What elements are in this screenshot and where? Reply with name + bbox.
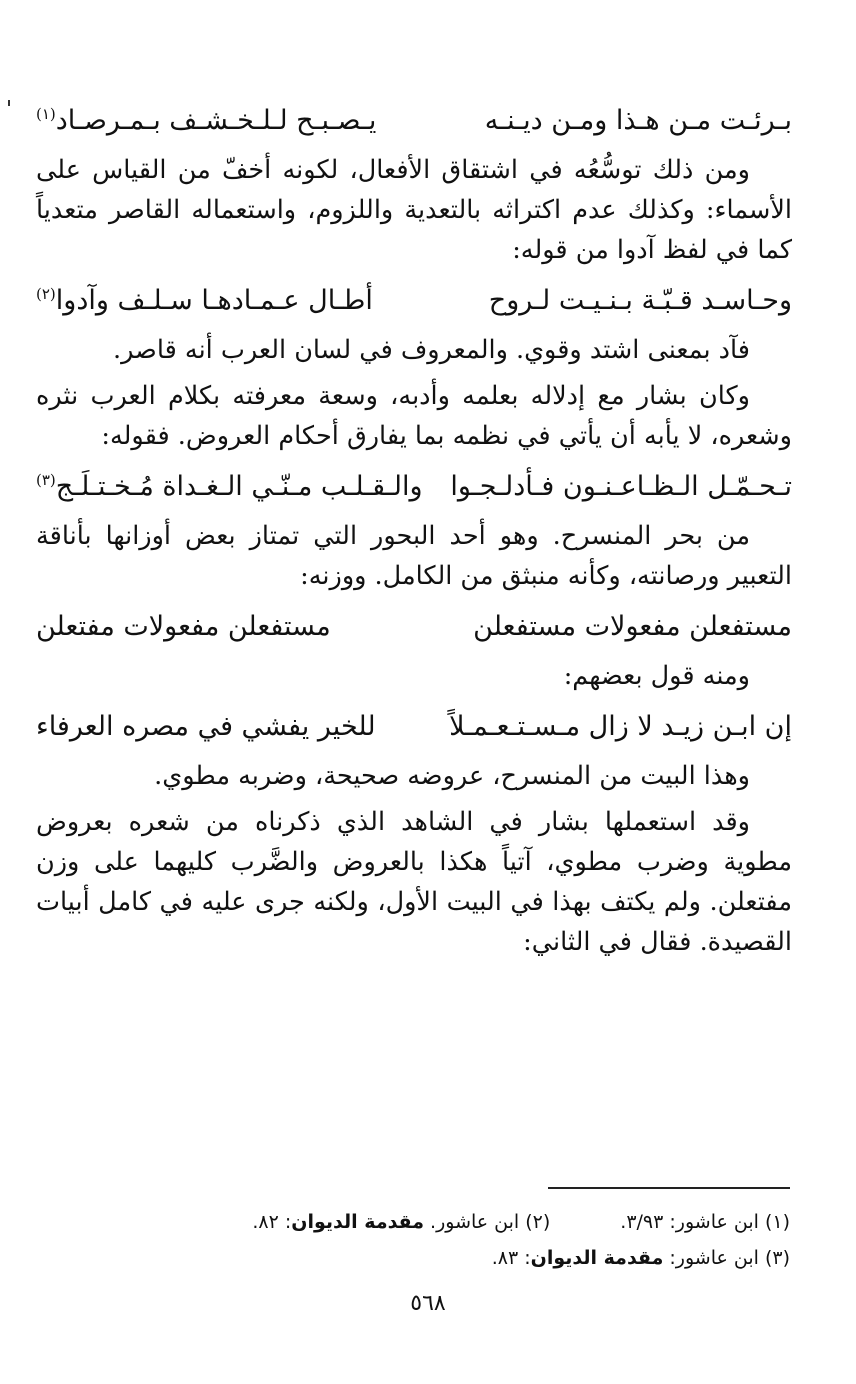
- verse-hemistich-second: [36, 464, 423, 510]
- verse-hemistich-second: [36, 278, 373, 324]
- footnote-text: (٣) ابن عاشور:: [663, 1247, 790, 1269]
- paragraph: من بحر المنسرح. وهو أحد البحور التي تمتاز بعض أوزانها بأناقة التعبير ورصانته، وكأنه منبثق من الكامل. ووزنه:: [36, 521, 792, 591]
- footnote-source-title: مقدمة الديوان: [291, 1211, 424, 1233]
- verse-hemistich-first: بـرئـت مـن هـذا ومـن ديـنـه: [484, 105, 792, 136]
- verse-hemistich-first: إن ابـن زيـد لا زال مـسـتـعـمـلاً: [449, 711, 792, 742]
- verse-line: [36, 704, 792, 750]
- footnote-1: [620, 1204, 790, 1240]
- paragraph: ومن ذلك توسُّعُه في اشتقاق الأفعال، لكونه أخفّ من القياس على الأسماء: وكذلك عدم اكتراثه بالتعدية واللزوم، واستعماله القاصر متعدياً كما في لفظ آدوا من قوله:: [36, 155, 792, 265]
- footnote-text: (١) ابن عاشور:: [663, 1211, 790, 1233]
- paragraph: وهذا البيت من المنسرح، عروضه صحيحة، وضربه مطوي.: [154, 761, 750, 791]
- footnotes: [60, 1204, 790, 1276]
- footnote-text: (٢) ابن عاشور.: [424, 1211, 551, 1233]
- verse-text: يـصـبـح لـلـخـشـف بـمـرصـاد: [55, 105, 377, 136]
- verse-text: أطـال عـمـادهـا سـلـف وآدوا: [55, 285, 373, 316]
- verse-hemistich-first: تـحـمّـل الـظـاعـنـون فـأدلـجـوا: [450, 471, 792, 502]
- margin-mark: [8, 100, 10, 106]
- footnote-page-ref: : ٨٢.: [252, 1211, 292, 1233]
- verse-line: [36, 98, 792, 144]
- verse-text: والـقـلـب مـنّـي الـغـداة مُـخـتـلَـج: [55, 471, 423, 502]
- footnote-row: [60, 1204, 790, 1240]
- footnote-ref[interactable]: (٣): [36, 471, 56, 489]
- footnote-ref[interactable]: (١): [36, 105, 56, 123]
- footnote-ref[interactable]: (٢): [36, 285, 56, 303]
- paragraph: فآد بمعنى اشتد وقوي. والمعروف في لسان العرب أنه قاصر.: [113, 335, 750, 365]
- footnote-source-title: مقدمة الديوان: [530, 1247, 664, 1269]
- verse-hemistich-second: [36, 98, 376, 144]
- verse-line: [36, 278, 792, 324]
- verse-line: [36, 464, 792, 510]
- verse-hemistich-second: للخير يفشي في مصره العرفاء: [36, 711, 376, 742]
- footnote-divider: [548, 1187, 790, 1189]
- footnote-2: [252, 1204, 550, 1240]
- meter-second-half: مستفعلن مفعولات مفتعلن: [36, 611, 331, 642]
- footnote-page-ref: ٣/٩٣.: [620, 1211, 664, 1233]
- page-number: ٥٦٨: [410, 1291, 446, 1316]
- verse-hemistich-first: وحـاسـد قـبّـة بـنـيـت لـروح: [488, 285, 792, 316]
- page-body: [36, 90, 792, 968]
- paragraph: ومنه قول بعضهم:: [563, 661, 750, 691]
- footnote-page-ref: : ٨٣.: [491, 1247, 531, 1269]
- meter-line: [36, 604, 792, 650]
- footnote-row: [60, 1240, 790, 1276]
- paragraph: وقد استعملها بشار في الشاهد الذي ذكرناه من شعره بعروض مطوية وضرب مطوي، آتياً هكذا بالعروض والضَّرب كليهما على وزن مفتعلن. ولم يكتف بهذا في البيت الأول، ولكنه جرى عليه في كامل أبيات القصيدة. فقال في الثاني:: [36, 807, 792, 957]
- paragraph: وكان بشار مع إدلاله بعلمه وأدبه، وسعة معرفته بكلام العرب نثره وشعره، لا يأبه أن يأتي في نظمه بما يفارق أحكام العروض. فقوله:: [36, 381, 792, 451]
- meter-first-half: مستفعلن مفعولات مستفعلن: [473, 611, 792, 642]
- footnote-3: [492, 1240, 790, 1276]
